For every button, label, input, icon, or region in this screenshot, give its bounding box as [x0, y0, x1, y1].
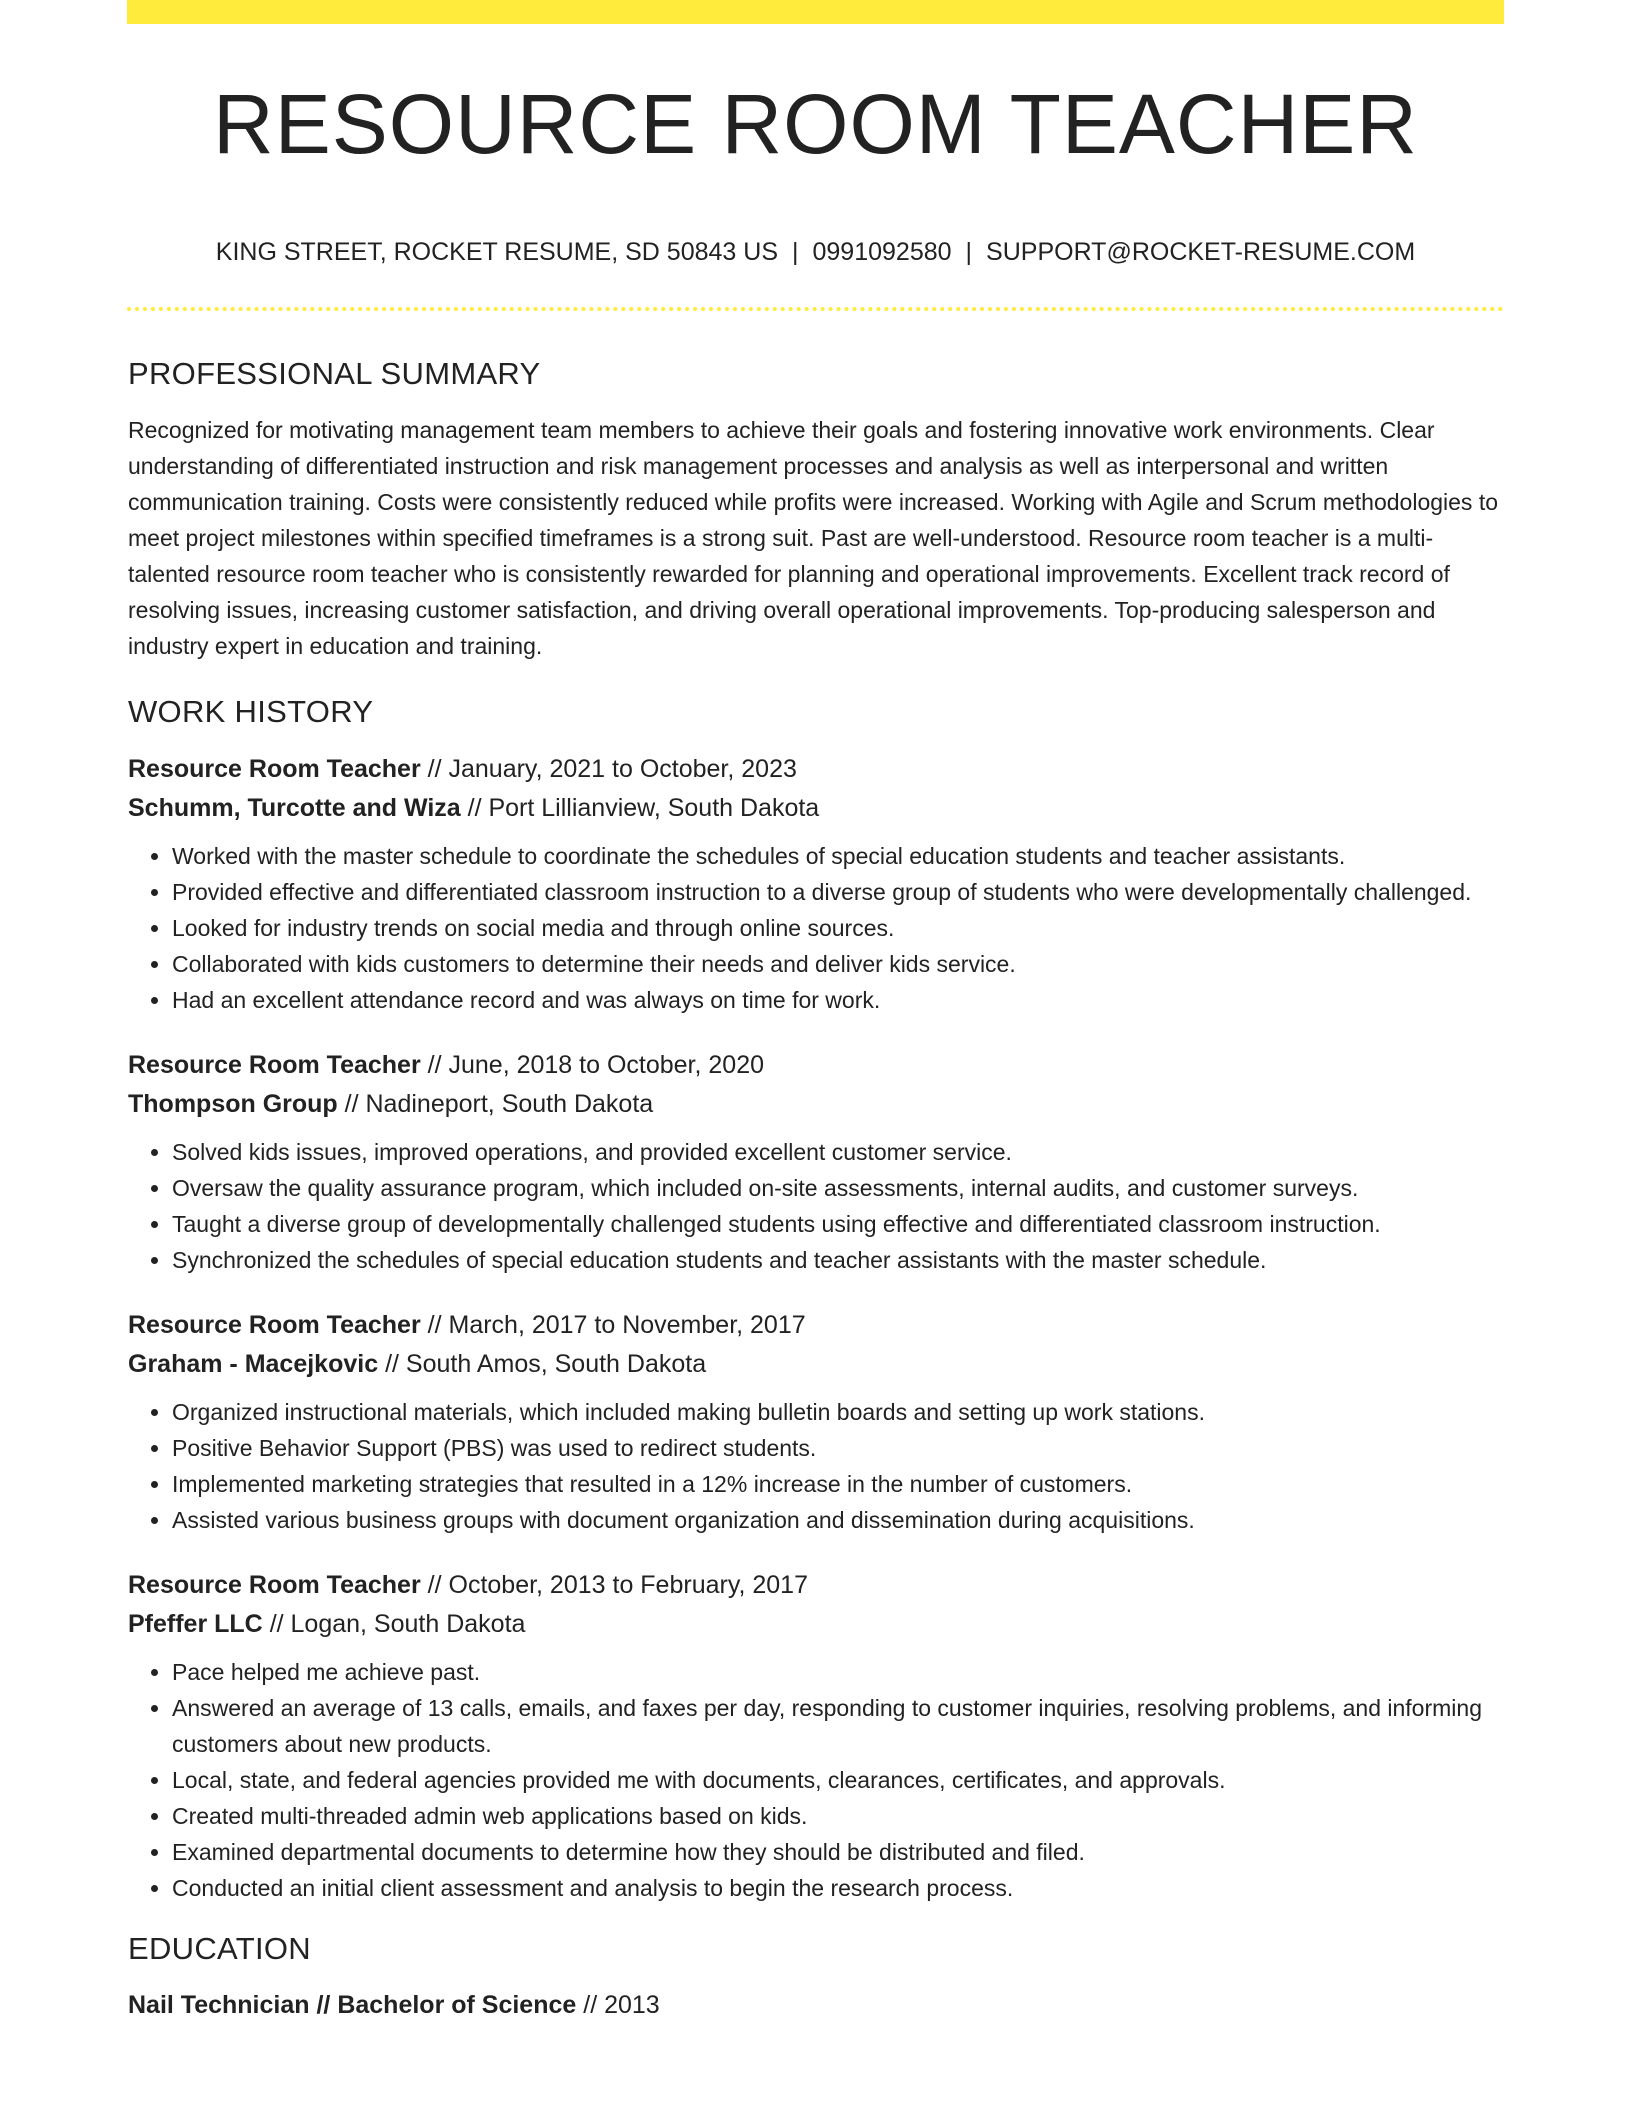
job-role: Resource Room Teacher: [128, 1571, 421, 1600]
job-entry: [128, 1306, 1504, 1538]
job-bullet: • Solved kids issues, improved operations, and provided excellent customer service.: [172, 1134, 1504, 1170]
job-bullets: [128, 1394, 1504, 1538]
job-bullet: • Examined departmental documents to determine how they should be distributed and filed.: [172, 1834, 1504, 1870]
job-role: Resource Room Teacher: [128, 1051, 421, 1080]
job-list: [128, 750, 1504, 1906]
job-bullets: [128, 1134, 1504, 1278]
job-location: // South Amos, South Dakota: [385, 1350, 707, 1379]
job-bullet: • Worked with the master schedule to coordinate the schedules of special education students and teacher assistants.: [172, 838, 1504, 874]
job-role: Resource Room Teacher: [128, 755, 421, 784]
job-dates: // January, 2021 to October, 2023: [427, 755, 797, 784]
job-entry: [128, 1566, 1504, 1906]
job-bullets: [128, 838, 1504, 1018]
job-dates: // October, 2013 to February, 2017: [427, 1571, 808, 1600]
job-bullet: • Oversaw the quality assurance program, which included on-site assessments, internal audits, and customer surveys.: [172, 1170, 1504, 1206]
job-bullet: • Local, state, and federal agencies provided me with documents, clearances, certificates, and approvals.: [172, 1762, 1504, 1798]
job-bullet: • Conducted an initial client assessment and analysis to begin the research process.: [172, 1870, 1504, 1906]
job-entry: [128, 750, 1504, 1018]
job-location: // Logan, South Dakota: [269, 1610, 526, 1639]
job-bullet: • Assisted various business groups with document organization and dissemination during acquisitions.: [172, 1502, 1504, 1538]
job-bullet: • Implemented marketing strategies that resulted in a 12% increase in the number of customers.: [172, 1466, 1504, 1502]
job-dates: // March, 2017 to November, 2017: [427, 1311, 806, 1340]
job-bullet: • Created multi-threaded admin web applications based on kids.: [172, 1798, 1504, 1834]
job-company: Pfeffer LLC: [128, 1610, 263, 1639]
job-bullet: • Pace helped me achieve past.: [172, 1654, 1504, 1690]
job-bullet: • Collaborated with kids customers to determine their needs and deliver kids service.: [172, 946, 1504, 982]
job-title-line: [128, 1566, 1504, 1605]
education-degree: Nail Technician // Bachelor of Science: [128, 1990, 577, 2019]
job-bullet: • Taught a diverse group of developmentally challenged students using effective and differentiated classroom instruction.: [172, 1206, 1504, 1242]
job-bullet: • Positive Behavior Support (PBS) was used to redirect students.: [172, 1430, 1504, 1466]
job-bullet: • Provided effective and differentiated classroom instruction to a diverse group of students who were developmentally challenged.: [172, 874, 1504, 910]
job-company: Thompson Group: [128, 1090, 338, 1119]
job-company-line: [128, 1605, 1504, 1644]
job-entry: [128, 1046, 1504, 1278]
job-title-line: [128, 1046, 1504, 1085]
job-location: // Nadineport, South Dakota: [344, 1090, 654, 1119]
job-bullet: • Synchronized the schedules of special education students and teacher assistants with the master schedule.: [172, 1242, 1504, 1278]
job-company-line: [128, 1085, 1504, 1124]
contact-separator: |: [965, 238, 973, 266]
job-bullets: [128, 1654, 1504, 1906]
contact-line: [127, 237, 1504, 267]
work-history-heading: WORK HISTORY: [128, 694, 374, 730]
contact-address: KING STREET, ROCKET RESUME, SD 50843 US: [215, 238, 778, 266]
accent-bar: [127, 0, 1504, 24]
job-bullet: • Answered an average of 13 calls, emails, and faxes per day, responding to customer inquiries, resolving problems, and informing customers about new products.: [172, 1690, 1504, 1762]
resume-content: [128, 355, 1504, 2025]
job-role: Resource Room Teacher: [128, 1311, 421, 1340]
job-bullet: • Had an excellent attendance record and was always on time for work.: [172, 982, 1504, 1018]
job-location: // Port Lillianview, South Dakota: [467, 794, 820, 823]
job-dates: // June, 2018 to October, 2020: [427, 1051, 765, 1080]
job-title-line: [128, 750, 1504, 789]
contact-separator: |: [792, 238, 799, 266]
job-bullet: • Organized instructional materials, which included making bulletin boards and setting up work stations.: [172, 1394, 1504, 1430]
dotted-divider: [127, 307, 1504, 311]
job-company-line: [128, 789, 1504, 828]
job-company: Schumm, Turcotte and Wiza: [128, 794, 461, 823]
education-entry: [128, 1986, 1504, 2025]
education-heading: EDUCATION: [128, 1931, 311, 1967]
contact-phone: 0991092580: [812, 238, 952, 266]
job-company: Graham - Macejkovic: [128, 1350, 379, 1379]
job-company-line: [128, 1345, 1504, 1384]
job-title-line: [128, 1306, 1504, 1345]
candidate-name: RESOURCE ROOM TEACHER: [213, 77, 1418, 171]
contact-email: SUPPORT@ROCKET-RESUME.COM: [986, 238, 1416, 266]
summary-heading: PROFESSIONAL SUMMARY: [128, 356, 541, 391]
summary-text: Recognized for motivating management team members to achieve their goals and fostering innovative work environments. Clear understanding of differentiated instruction and risk management processes and analysis as well as interpersonal and written communication training. Costs were consistently reduced while profits were increased. Working with Agile and Scrum methodologies to meet project milestones within specified timeframes is a strong suit. Past are well-understood. Resource room teacher is a multi-talented resource room teacher who is consistently rewarded for planning and operational improvements. Excellent track record of resolving issues, increasing customer satisfaction, and driving overall operational improvements. Top-producing salesperson and industry expert in education and training.: [128, 417, 1499, 660]
education-year: // 2013: [583, 1990, 660, 2019]
job-bullet: • Looked for industry trends on social media and through online sources.: [172, 910, 1504, 946]
